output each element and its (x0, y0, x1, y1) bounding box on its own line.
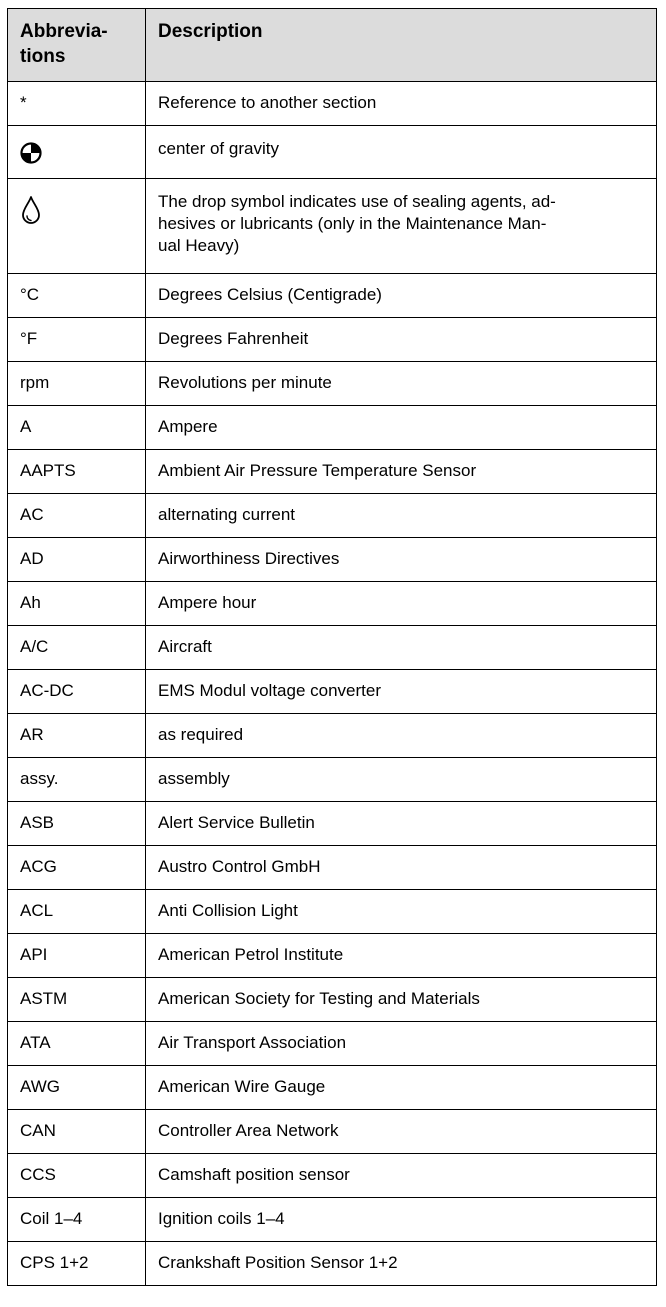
desc-cell: Anti Collision Light (146, 890, 657, 934)
description-column-header: Description (146, 9, 657, 82)
desc-cell: EMS Modul voltage converter (146, 670, 657, 714)
desc-cell: Aircraft (146, 626, 657, 670)
abbr-cell: ASTM (8, 978, 146, 1022)
desc-cell: Degrees Fahrenheit (146, 318, 657, 362)
abbr-cell: Coil 1–4 (8, 1198, 146, 1242)
table-row (8, 846, 657, 890)
table-row (8, 802, 657, 846)
abbr-cell: AD (8, 538, 146, 582)
abbr-cell: CPS 1+2 (8, 1242, 146, 1286)
abbr-cell: °C (8, 274, 146, 318)
desc-cell: Reference to another section (146, 82, 657, 126)
desc-cell: Air Transport Association (146, 1022, 657, 1066)
table-row (8, 1022, 657, 1066)
abbr-cell: ACG (8, 846, 146, 890)
table-row (8, 758, 657, 802)
table-row (8, 538, 657, 582)
abbr-cell: A (8, 406, 146, 450)
table-row (8, 1110, 657, 1154)
abbr-cell: AWG (8, 1066, 146, 1110)
table-row (8, 494, 657, 538)
abbr-cell: API (8, 934, 146, 978)
table-row (8, 406, 657, 450)
center-of-gravity-icon (20, 138, 133, 164)
desc-cell: Revolutions per minute (146, 362, 657, 406)
desc-cell: Camshaft position sensor (146, 1154, 657, 1198)
table-row (8, 1154, 657, 1198)
desc-cell: Crankshaft Position Sensor 1+2 (146, 1242, 657, 1286)
abbr-cell: CAN (8, 1110, 146, 1154)
desc-cell: Ignition coils 1–4 (146, 1198, 657, 1242)
table-row (8, 714, 657, 758)
abbr-cell: CCS (8, 1154, 146, 1198)
abbr-cell (8, 126, 146, 179)
abbr-cell: A/C (8, 626, 146, 670)
table-header-row (8, 9, 657, 82)
abbr-cell: * (8, 82, 146, 126)
table-row (8, 450, 657, 494)
desc-cell: assembly (146, 758, 657, 802)
desc-cell: alternating current (146, 494, 657, 538)
abbr-cell: °F (8, 318, 146, 362)
desc-cell: The drop symbol indicates use of sealing agents, ad- hesives or lubricants (only in the Maintenance Man- ual Heavy) (146, 179, 657, 274)
abbr-cell: AC-DC (8, 670, 146, 714)
abbr-cell: AAPTS (8, 450, 146, 494)
abbr-cell: ASB (8, 802, 146, 846)
table-row (8, 582, 657, 626)
abbr-cell: ACL (8, 890, 146, 934)
abbr-cell: rpm (8, 362, 146, 406)
table-row (8, 1242, 657, 1286)
desc-cell: Ambient Air Pressure Temperature Sensor (146, 450, 657, 494)
table-row (8, 626, 657, 670)
table-row (8, 362, 657, 406)
abbr-cell: AR (8, 714, 146, 758)
desc-cell: Airworthiness Directives (146, 538, 657, 582)
desc-cell: Austro Control GmbH (146, 846, 657, 890)
desc-cell: center of gravity (146, 126, 657, 179)
abbreviations-table (7, 8, 657, 1286)
drop-icon (20, 191, 133, 225)
table-row (8, 1066, 657, 1110)
desc-cell: Ampere hour (146, 582, 657, 626)
abbr-cell: AC (8, 494, 146, 538)
desc-cell: Ampere (146, 406, 657, 450)
abbr-cell (8, 179, 146, 274)
desc-cell: American Wire Gauge (146, 1066, 657, 1110)
desc-cell: Controller Area Network (146, 1110, 657, 1154)
table-row (8, 1198, 657, 1242)
table-row (8, 179, 657, 274)
table-row (8, 670, 657, 714)
abbr-cell: assy. (8, 758, 146, 802)
table-row (8, 274, 657, 318)
desc-cell: American Society for Testing and Materials (146, 978, 657, 1022)
desc-cell: American Petrol Institute (146, 934, 657, 978)
abbr-cell: Ah (8, 582, 146, 626)
desc-cell: Alert Service Bulletin (146, 802, 657, 846)
table-row (8, 126, 657, 179)
table-row (8, 934, 657, 978)
table-row (8, 318, 657, 362)
table-row (8, 890, 657, 934)
desc-cell: as required (146, 714, 657, 758)
table-row (8, 978, 657, 1022)
table-row (8, 82, 657, 126)
abbr-cell: ATA (8, 1022, 146, 1066)
desc-cell: Degrees Celsius (Centigrade) (146, 274, 657, 318)
abbreviations-column-header: Abbrevia- tions (8, 9, 146, 82)
